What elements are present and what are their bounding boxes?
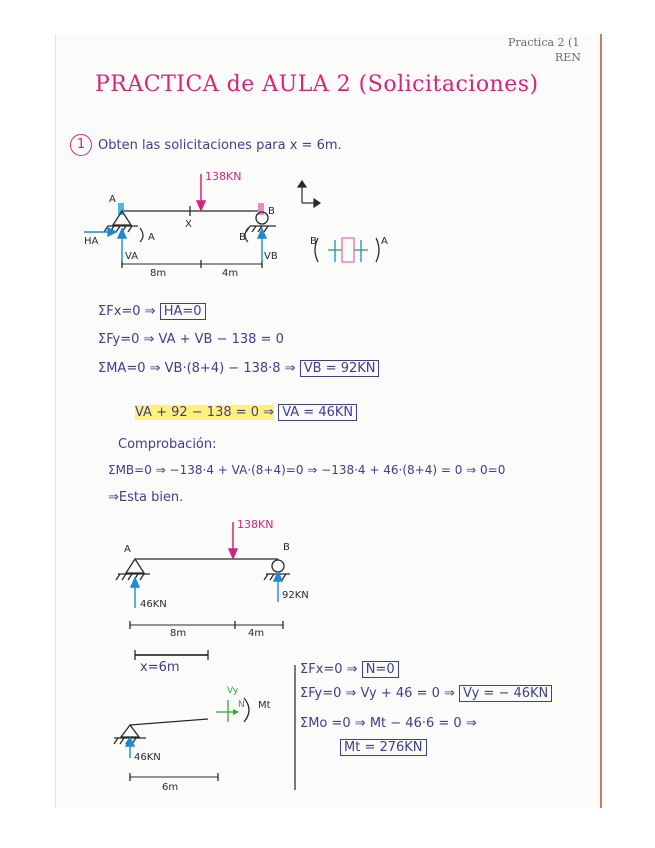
result-mt: Mt = 276KN	[340, 739, 427, 756]
load-arrow-1	[197, 174, 205, 210]
problem-number: 1	[70, 134, 92, 156]
reaction-a-value: 46KN	[140, 599, 167, 610]
label-va: VA	[125, 251, 139, 262]
dim-4m: 4m	[222, 268, 239, 279]
equation-sum-fy: ΣFy=0 ⇒ VA + VB − 138 = 0	[98, 332, 284, 347]
dim-4m-2: 4m	[248, 628, 265, 639]
label-a2: A	[124, 544, 131, 555]
label-ha: HA	[84, 236, 99, 247]
pin-support-a2	[126, 559, 144, 573]
load-arrow-2	[229, 522, 237, 558]
page-title: PRACTICA de AULA 2 (Solicitaciones)	[95, 72, 539, 97]
equation-sum-fx: ΣFx=0 ⇒ HA=0	[98, 304, 206, 319]
load-label-2: 138KN	[237, 518, 274, 531]
corner-note-line2: REN	[555, 51, 581, 64]
problem-statement: Obten las solicitaciones para x = 6m.	[98, 138, 342, 153]
dim-8m: 8m	[150, 268, 167, 279]
beam-diagram-3	[114, 665, 295, 790]
n-label: N	[238, 700, 245, 710]
result-ha: HA=0	[160, 303, 206, 320]
section-eq-mo: ΣMo =0 ⇒ Mt − 46·6 = 0 ⇒	[300, 716, 477, 731]
check-label: Comprobación:	[118, 437, 217, 452]
mt-label: Mt	[258, 700, 271, 711]
section-position: x=6m	[140, 660, 180, 675]
equation-sum-mb: ΣMB=0 ⇒ −138·4 + VA·(8+4)=0 ⇒ −138·4 + 46·(8+4) = 0 ⇒ 0=0	[108, 463, 506, 477]
equation-sum-ma: ΣMA=0 ⇒ VB·(8+4) − 138·8 ⇒ VB = 92KN	[98, 361, 379, 376]
reaction-arrow-3	[126, 738, 134, 758]
section-eq-fy: ΣFy=0 ⇒ Vy + 46 = 0 ⇒ Vy = − 46KN	[300, 686, 552, 701]
check-result: ⇒Esta bien.	[108, 490, 184, 505]
sign-convention-axes	[298, 181, 320, 207]
label-x: X	[185, 219, 192, 230]
moment-arcs-1	[140, 228, 248, 242]
result-mt-line	[340, 740, 427, 755]
reaction-b-value: 92KN	[282, 590, 309, 601]
load-label-1: 138KN	[205, 170, 242, 183]
sign-label-a: A	[381, 236, 388, 247]
vy-label: Vy	[227, 686, 239, 696]
sign-convention-element	[315, 238, 379, 262]
result-n: N=0	[362, 661, 399, 678]
result-vy: Vy = − 46KN	[459, 685, 552, 702]
label-vb: VB	[264, 251, 278, 262]
dim-8m-2: 8m	[170, 628, 187, 639]
result-vb: VB = 92KN	[300, 360, 380, 377]
sign-label-b: B	[310, 236, 317, 247]
moment-label-b: B	[239, 232, 246, 243]
result-va: VA = 46KN	[278, 404, 357, 421]
label-a: A	[109, 194, 116, 205]
corner-note-line1: Practica 2 (1	[508, 36, 580, 49]
reaction-a-value-3: 46KN	[134, 752, 161, 763]
beam-3	[130, 719, 208, 725]
equation-va: VA + 92 − 138 = 0 ⇒ VA = 46KN	[135, 405, 357, 420]
label-b2: B	[283, 542, 290, 553]
dim-6m: 6m	[162, 782, 179, 793]
label-b: B	[268, 206, 275, 217]
roller-support-b2	[272, 560, 284, 572]
section-eq-fx: ΣFx=0 ⇒ N=0	[300, 662, 399, 677]
moment-label-a: A	[148, 232, 155, 243]
